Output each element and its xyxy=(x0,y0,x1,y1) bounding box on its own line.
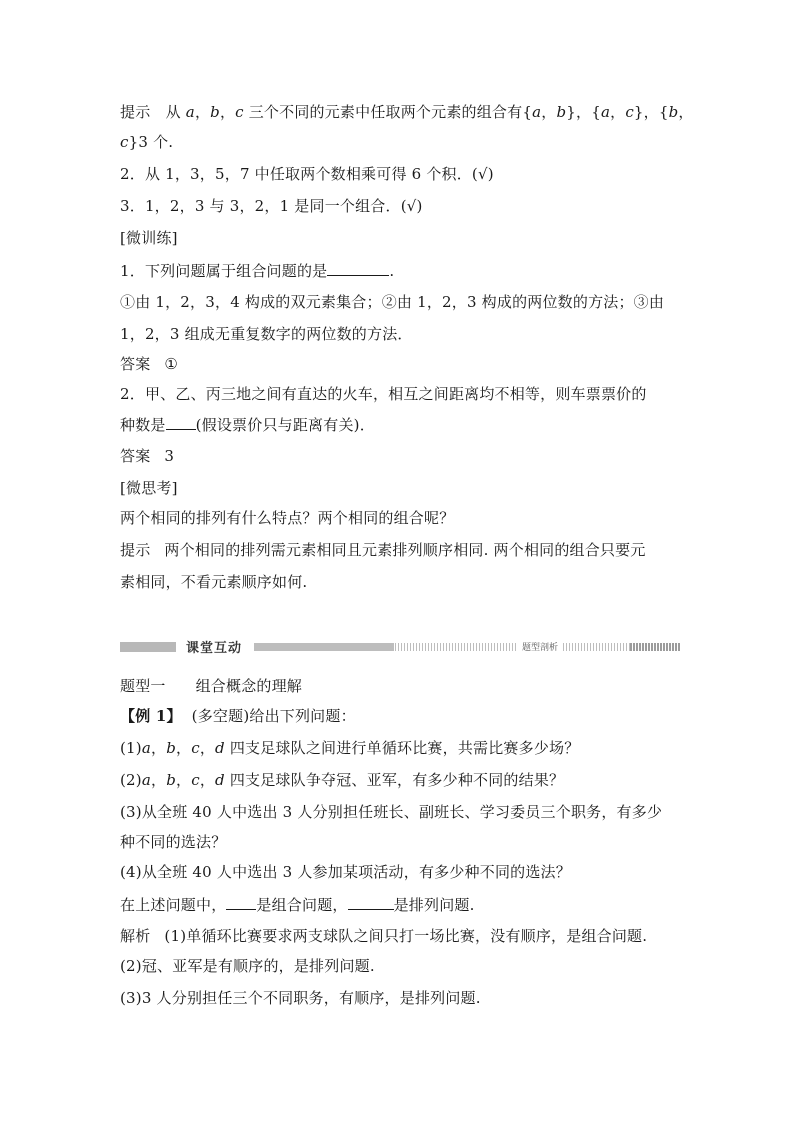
banner-title: 课堂互动 xyxy=(180,637,248,656)
answer-blank xyxy=(327,260,389,276)
hint-line-1: 提示 从 a，b，c 三个不同的元素中任取两个元素的组合有{a，b}，{a，c}，{b， xyxy=(120,103,694,121)
question-type-heading: 题型一 组合概念的理解 xyxy=(120,677,303,695)
statement-3: 3．1，2，3 与 3，2，1 是同一个组合．(√) xyxy=(120,197,423,215)
micro-practice-heading: [微训练] xyxy=(120,229,178,247)
analysis-2: (2)冠、亚军是有顺序的，是排列问题. xyxy=(120,957,375,975)
example-1-heading: 【例 1】 (多空题)给出下列问题： xyxy=(120,707,356,725)
analysis-3: (3)3 人分别担任三个不同职务，有顺序，是排列问题. xyxy=(120,989,481,1007)
section-banner xyxy=(120,640,680,654)
permutation-blank xyxy=(348,894,394,910)
micro-think-heading: [微思考] xyxy=(120,479,178,497)
example-question-3-cont: 种不同的选法？ xyxy=(120,833,227,851)
example-question-2: (2)a，b，c，d 四支足球队争夺冠、亚军，有多少种不同的结果？ xyxy=(120,771,565,789)
example-question-4: (4)从全班 40 人中选出 3 人参加某项活动，有多少种不同的选法？ xyxy=(120,863,571,881)
banner-bar-mid xyxy=(254,643,394,651)
combination-blank xyxy=(226,894,256,910)
answer-blank xyxy=(166,414,196,430)
banner-subtitle: 题型剖析 xyxy=(518,640,562,653)
think-hint: 提示 两个相同的排列需元素相同且元素排列顺序相同. 两个相同的组合只要元 xyxy=(120,541,646,559)
banner-bar-left xyxy=(120,642,176,652)
practice-question-1-options-cont: 1，2，3 组成无重复数字的两位数的方法． xyxy=(120,325,413,343)
example-question-3: (3)从全班 40 人中选出 3 人分别担任班长、副班长、学习委员三个职务，有多少 xyxy=(120,803,663,821)
answer-2: 答案 3 xyxy=(120,447,175,465)
analysis-1: 解析 (1)单循环比赛要求两支球队之间只打一场比赛，没有顺序，是组合问题. xyxy=(120,927,648,945)
practice-question-1: 1．下列问题属于组合问题的是 . xyxy=(120,262,395,280)
fill-in-question: 在上述问题中， 是组合问题， 是排列问题. xyxy=(120,896,475,914)
think-hint-cont: 素相同，不看元素顺序如何. xyxy=(120,573,308,591)
hint-line-2: c}3 个. xyxy=(120,133,174,151)
practice-question-2: 2．甲、乙、丙三地之间有直达的火车，相互之间距离均不相等，则车票票价的 xyxy=(120,385,647,403)
example-question-1: (1)a，b，c，d 四支足球队之间进行单循环比赛，共需比赛多少场？ xyxy=(120,739,580,757)
practice-question-2-cont: 种数是 (假设票价只与距离有关)． xyxy=(120,416,375,434)
answer-1: 答案 ① xyxy=(120,355,179,373)
statement-2: 2．从 1，3，5，7 中任取两个数相乘可得 6 个积．(√) xyxy=(120,165,494,183)
banner-bar-right xyxy=(630,643,680,651)
practice-question-1-options: ①由 1，2，3，4 构成的双元素集合；②由 1，2，3 构成的两位数的方法；③由 xyxy=(120,293,665,311)
think-question: 两个相同的排列有什么特点？两个相同的组合呢？ xyxy=(120,509,455,527)
